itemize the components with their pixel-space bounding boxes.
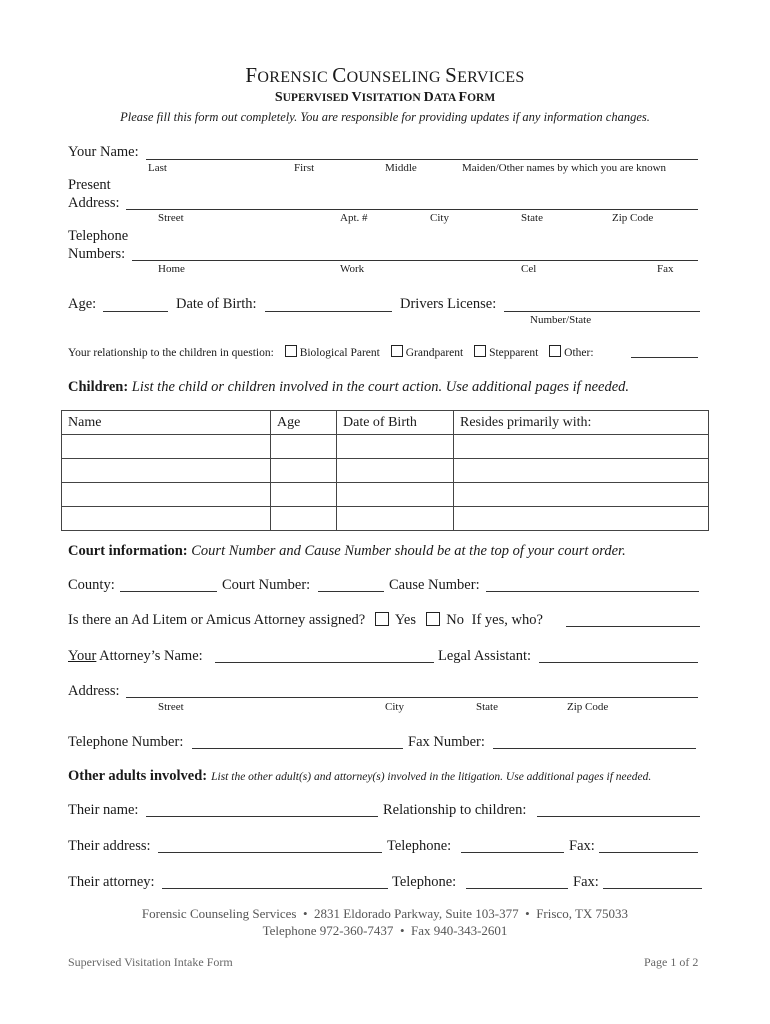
- cell-resides[interactable]: [454, 507, 709, 531]
- ad-litem-question: Is there an Ad Litem or Amicus Attorney assigned?: [68, 612, 366, 628]
- cell-resides[interactable]: [454, 483, 709, 507]
- form-title: FORENSIC COUNSELING SERVICES: [245, 63, 525, 87]
- attorney-fax-field[interactable]: [493, 748, 696, 749]
- court-number-label: Court Number:: [222, 577, 311, 593]
- phone-part-fax: Fax: [657, 263, 674, 275]
- present-label: Present: [68, 177, 111, 193]
- ad-litem-row: [68, 612, 543, 629]
- relationship-label: Relationship to children:: [383, 802, 527, 818]
- col-name: Name: [62, 411, 271, 435]
- attorney-telephone-label: Telephone Number:: [68, 734, 184, 750]
- addr-part-state: State: [521, 212, 543, 224]
- footer-page-number: Page 1 of 2: [644, 955, 699, 969]
- cell-dob[interactable]: [337, 459, 454, 483]
- rel-option-grandparent[interactable]: Grandparent: [391, 347, 463, 359]
- numbers-label: Numbers:: [68, 246, 126, 262]
- their-address-label: Their address:: [68, 838, 151, 854]
- footer-address-line: Forensic Counseling Services • 2831 Eldorado Parkway, Suite 103-377 • Frisco, TX 75033: [141, 906, 629, 921]
- footer-form-name: Supervised Visitation Intake Form: [68, 955, 233, 969]
- att-addr-street: Street: [158, 701, 184, 713]
- children-table: [61, 410, 709, 531]
- other-adults-heading: Other adults involved: List the other adult(s) and attorney(s) involved in the litigation. Use additional pages if needed.: [68, 768, 652, 784]
- phone-part-work: Work: [340, 263, 365, 275]
- att-addr-zip: Zip Code: [567, 701, 609, 713]
- checkbox-icon[interactable]: [474, 345, 486, 357]
- cell-resides[interactable]: [454, 459, 709, 483]
- cell-name[interactable]: [62, 483, 271, 507]
- addr-part-zip: Zip Code: [612, 212, 654, 224]
- relationship-row: [68, 345, 594, 359]
- their-fax-field[interactable]: [599, 852, 698, 853]
- cell-dob[interactable]: [337, 507, 454, 531]
- their-telephone-field[interactable]: [461, 852, 564, 853]
- their-address-field[interactable]: [158, 852, 382, 853]
- checkbox-icon[interactable]: [285, 345, 297, 357]
- court-number-field[interactable]: [318, 591, 384, 592]
- addr-part-street: Street: [158, 212, 184, 224]
- their-fax-label: Fax:: [569, 838, 595, 854]
- address-label: Address:: [68, 195, 120, 211]
- their-attorney-telephone-field[interactable]: [466, 888, 568, 889]
- age-label: Age:: [68, 296, 97, 312]
- checkbox-icon[interactable]: [549, 345, 561, 357]
- cell-name[interactable]: [62, 507, 271, 531]
- legal-assistant-field[interactable]: [539, 662, 698, 663]
- cell-name[interactable]: [62, 435, 271, 459]
- cause-number-field[interactable]: [486, 591, 699, 592]
- their-attorney-field[interactable]: [162, 888, 388, 889]
- phone-part-cel: Cel: [521, 263, 537, 275]
- checkbox-icon[interactable]: [391, 345, 403, 357]
- county-label: County:: [68, 577, 115, 593]
- form-subtitle: SUPERVISED VISITATION DATA FORM: [274, 90, 496, 105]
- ad-litem-yes[interactable]: Yes: [375, 612, 416, 628]
- cell-dob[interactable]: [337, 483, 454, 507]
- phone-part-home: Home: [158, 263, 185, 275]
- cell-age[interactable]: [271, 459, 337, 483]
- rel-option-other[interactable]: Other:: [549, 347, 593, 359]
- your-attorney-field[interactable]: [215, 662, 434, 663]
- table-row: [62, 435, 709, 459]
- cell-dob[interactable]: [337, 435, 454, 459]
- name-part-first: First: [294, 162, 315, 174]
- cell-name[interactable]: [62, 459, 271, 483]
- age-field[interactable]: [103, 311, 168, 312]
- cell-resides[interactable]: [454, 435, 709, 459]
- your-name-field[interactable]: [146, 159, 698, 160]
- their-attorney-label: Their attorney:: [68, 874, 155, 890]
- rel-other-field[interactable]: [631, 357, 698, 358]
- drivers-license-label: Drivers License:: [400, 296, 497, 312]
- cell-age[interactable]: [271, 507, 337, 531]
- name-part-maiden: Maiden/Other names by which you are known: [462, 162, 667, 174]
- your-name-label: Your Name:: [68, 144, 139, 160]
- telephone-label: Telephone: [68, 228, 129, 244]
- ad-litem-no[interactable]: No: [426, 612, 464, 628]
- checkbox-icon[interactable]: [426, 612, 440, 626]
- col-resides: Resides primarily with:: [454, 411, 709, 435]
- cause-number-label: Cause Number:: [389, 577, 480, 593]
- telephone-numbers-field[interactable]: [132, 260, 698, 261]
- their-attorney-telephone-label: Telephone:: [392, 874, 457, 890]
- col-dob: Date of Birth: [337, 411, 454, 435]
- if-yes-label: If yes, who?: [471, 612, 543, 628]
- addr-part-apt: Apt. #: [340, 212, 368, 224]
- your-attorney-label: Your Attorney’s Name:: [68, 648, 203, 664]
- att-addr-state: State: [476, 701, 498, 713]
- dob-label: Date of Birth:: [176, 296, 257, 312]
- their-telephone-label: Telephone:: [387, 838, 452, 854]
- rel-option-biological[interactable]: Biological Parent: [285, 347, 380, 359]
- children-table-header: [62, 411, 709, 435]
- court-heading: Court information: Court Number and Cause Number should be at the top of your court order.: [68, 543, 626, 559]
- their-attorney-fax-field[interactable]: [603, 888, 702, 889]
- col-age: Age: [271, 411, 337, 435]
- rel-option-stepparent[interactable]: Stepparent: [474, 347, 538, 359]
- form-instructions: Please fill this form out completely. You are responsible for providing updates if any information changes.: [120, 110, 650, 124]
- legal-assistant-label: Legal Assistant:: [438, 648, 532, 664]
- present-address-field[interactable]: [126, 209, 698, 210]
- their-attorney-fax-label: Fax:: [573, 874, 599, 890]
- attorney-telephone-field[interactable]: [192, 748, 403, 749]
- addr-part-city: City: [430, 212, 449, 224]
- relationship-field[interactable]: [537, 816, 700, 817]
- name-part-last: Last: [148, 162, 167, 174]
- cell-age[interactable]: [271, 483, 337, 507]
- relationship-question: Your relationship to the children in question:: [68, 347, 274, 359]
- attorney-address-field[interactable]: [126, 697, 698, 698]
- children-heading: Children: List the child or children involved in the court action. Use additional pages if needed.: [68, 379, 630, 395]
- name-part-middle: Middle: [385, 162, 417, 174]
- table-row: [62, 483, 709, 507]
- drivers-license-field[interactable]: [504, 311, 700, 312]
- footer-contact-line: Telephone 972-360-7437 • Fax 940-343-2601: [262, 923, 508, 938]
- table-row: [62, 459, 709, 483]
- cell-age[interactable]: [271, 435, 337, 459]
- ad-litem-who-field[interactable]: [566, 626, 700, 627]
- dob-field[interactable]: [265, 311, 392, 312]
- number-state-caption: Number/State: [530, 314, 592, 326]
- attorney-address-label: Address:: [68, 683, 120, 699]
- table-row: [62, 507, 709, 531]
- att-addr-city: City: [385, 701, 404, 713]
- their-name-label: Their name:: [68, 802, 139, 818]
- county-field[interactable]: [120, 591, 217, 592]
- their-name-field[interactable]: [146, 816, 378, 817]
- attorney-fax-label: Fax Number:: [408, 734, 485, 750]
- checkbox-icon[interactable]: [375, 612, 389, 626]
